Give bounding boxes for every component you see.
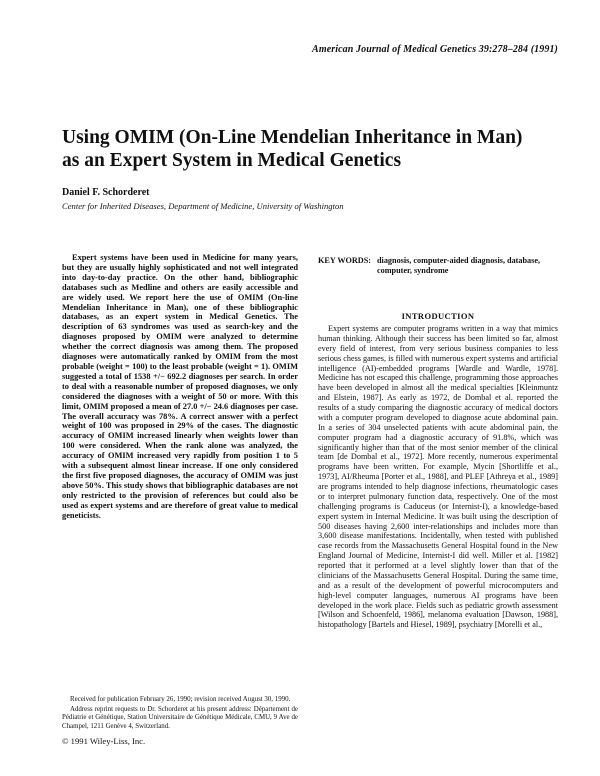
keywords-list: diagnosis, computer-aided diagnosis, database, computer, syndrome <box>377 256 541 275</box>
copyright-notice: © 1991 Wiley-Liss, Inc. <box>62 736 146 746</box>
article-title: Using OMIM (On-Line Mendelian Inheritance in Man) as an Expert System in Medical Genetics <box>62 127 523 171</box>
footnote-received: Received for publication February 26, 1990; revision received August 30, 1990. <box>70 696 291 703</box>
keywords-block <box>318 256 558 276</box>
introduction-heading: INTRODUCTION <box>401 311 475 321</box>
introduction-text: Expert systems are computer programs written in a way that mimics human thinking. Although their success has been limited so far, almost every field of interest, from very serious business companies to less serious chess games, is filled with numerous expert systems and artificial intelligence (AI)-embedded programs [Wardle and Wardle, 1978]. Medicine has not escaped this challenge, programming those approaches have been developed in almost all the medical specialties [Kleinmuntz and Elstein, 1987]. As early as 1972, de Dombal et al. reported the results of a study comparing the diagnostic accuracy of medical doctors with a computer program developed to diagnose acute abdominal pain. In a series of 304 unselected patients with acute abdominal pain, the computer program had a diagnostic accuracy of 91.8%, which was significantly higher than that of the most senior member of the clinical team [de Dombal et al., 1972]. More recently, numerous experimental programs have been written. For example, Mycin [Shortliffe et al., 1973], AI/Rheuma [Porter et al., 1988], and PLEF [Athreya et al., 1989] are programs intended to help diagnose infections, rheumatologic cases or to interpret pulmonary function data, respectively. One of the most challenging programs is Caduceus (or Internist-I), a knowledge-based expert system in Internal Medicine. It was built using the description of 500 diseases having 2,600 inter-relationships and includes more than 3,600 disease manifestations. Incidentally, when tested with published case records from the Massachusetts General Hospital found in the New England Journal of Medicine, Internist-I did well. Miller et al. [1982] reported that it performed at a level slightly lower than that of the clinicians of the Massachusetts General Hospital. During the same time, and as a result of the development of powerful microcomputers and high-level computer languages, numerous AI programs have been developed in the work place. Fields such as pediatric growth assessment [Wilson and Schoenfeld, 1986], melanoma evaluation [Dawson, 1988], histopathology [Bartels and Hiesel, 1989], psychiatry [Morelli et al., <box>318 324 558 630</box>
footnote <box>62 696 298 731</box>
footnote-address: Address reprint requests to Dr. Schorderet at his present address: Département de Pédiatrie et Génétique, Station Universitaire de Génétique Médicale, CMU, 9 Ave de Champel, 1211 Genève 4, Switzerland. <box>62 706 298 730</box>
author-name: Daniel F. Schorderet <box>62 187 150 198</box>
abstract: Expert systems have been used in Medicine for many years, but they are usually highly sophisticated and not well integrated into day-to-day practice. On the other hand, bibliographic databases such as Medline and others are easily accessible and are widely used. We report here the use of OMIM (On-line Mendelian Inheritance in Man), one of these bibliographic databases, as an expert system in Medical Genetics. The description of 63 syndromes was used as search-key and the diagnoses proposed by OMIM were analyzed to determine whether the correct diagnosis was among them. The proposed diagnoses were automatically ranked by OMIM from the most probable (weight = 100) to the least probable (weight = 1). OMIM suggested a total of 1538 +/− 692.2 diagnoses per search. In order to deal with a reasonable number of proposed diagnoses, we only considered the diagnoses with a weight of 50 or more. With this limit, OMIM proposed a mean of 27.0 +/− 24.6 diagnoses per case. The overall accuracy was 78%. A correct answer with a perfect weight of 100 was proposed in 29% of the cases. The diagnostic accuracy of OMIM increased linearly when weights lower than 100 were considered. When the rank alone was analyzed, the accuracy of OMIM increased very rapidly from position 1 to 5 with a subsequent almost linear increase. If one only considered the first five proposed diagnoses, the accuracy of OMIM was just above 50%. This study shows that bibliographic databases are not only restricted to the provision of references but could also be used as expert systems and are therefore of great value to medical geneticists. <box>62 253 298 520</box>
author-affiliation: Center for Inherited Diseases, Department of Medicine, University of Washington <box>62 201 344 211</box>
journal-header: American Journal of Medical Genetics 39:278–284 (1991) <box>312 44 558 55</box>
keywords-label: KEY WORDS: <box>318 256 371 265</box>
